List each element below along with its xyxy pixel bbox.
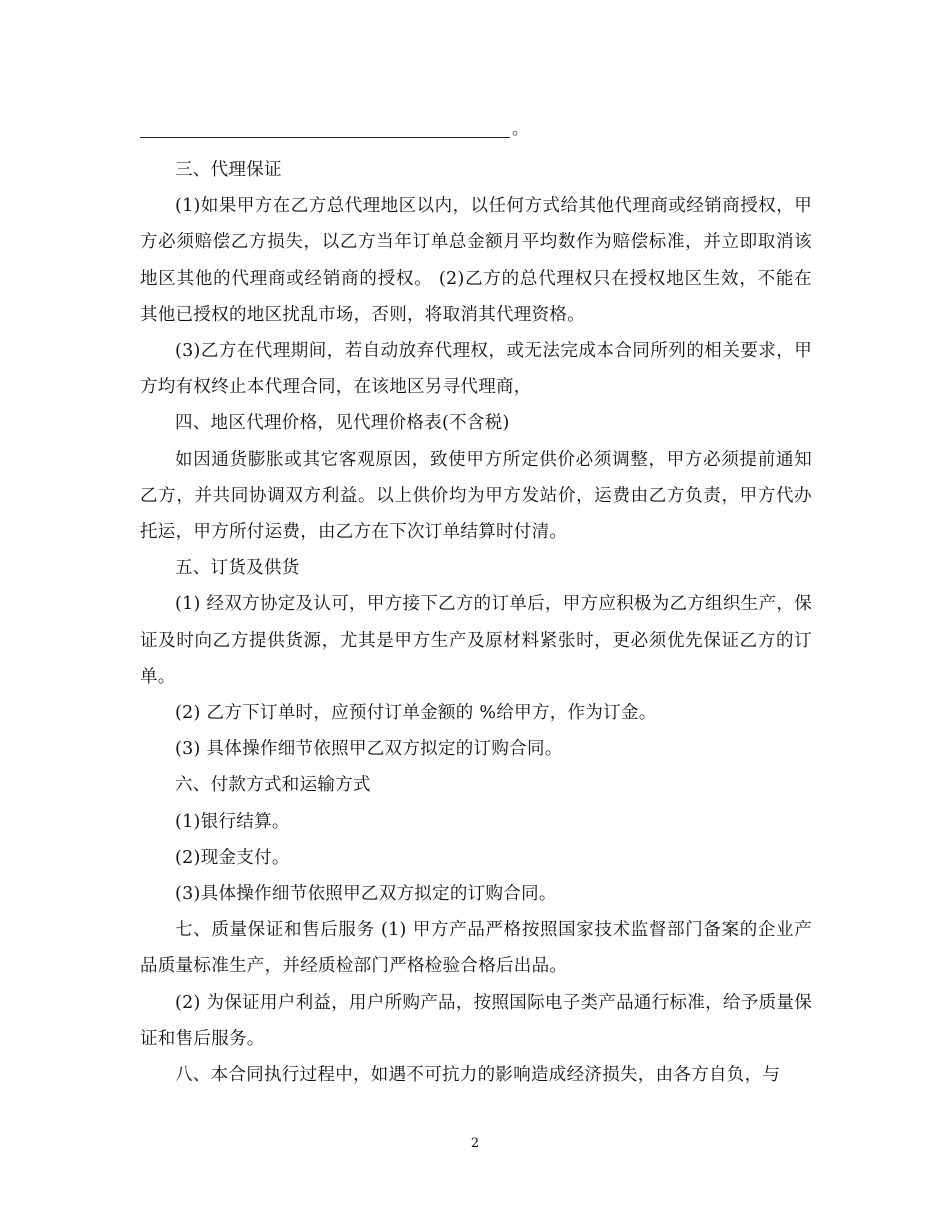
section-heading-6: 六、付款方式和运输方式 — [175, 775, 371, 796]
section-heading-7: 七、质量保证和售后服务 (1) 甲方产品严格按照国家技术监督部门备案的企业产品质量标准生产，并经质检部门严格检验合格后出品。 — [140, 920, 812, 977]
document-body — [140, 152, 812, 1093]
section-heading-4: 四、地区代理价格，见代理价格表(不含税) — [175, 413, 510, 434]
paragraph: (3) 具体操作细节依照甲乙双方拟定的订购合同。 — [175, 739, 563, 760]
paragraph: (3)具体操作细节依照甲乙双方拟定的订购合同。 — [175, 884, 557, 905]
paragraph: (1)银行结算。 — [175, 811, 290, 832]
section-heading-8: 八、本合同执行过程中，如遇不可抗力的影响造成经济损失，由各方自负，与 — [175, 1065, 781, 1086]
paragraph: (2)现金支付。 — [175, 847, 290, 868]
underline-blank — [140, 137, 510, 138]
paragraph: (3)乙方在代理期间，若自动放弃代理权，或无法完成本合同所列的相关要求，甲方均有权终止本代理合同，在该地区另寻代理商， — [140, 341, 812, 398]
paragraph: (1)如果甲方在乙方总代理地区以内，以任何方式给其他代理商或经销商授权，甲方必须赔偿乙方损失，以乙方当年订单总金额月平均数作为赔偿标准，并立即取消该地区其他的代理商或经销商的授权。 (2)乙方的总代理权只在授权地区生效，不能在其他已授权的地区扰乱市场，否则，将取消其代理资格。 — [140, 196, 812, 325]
section-heading-5: 五、订货及供货 — [175, 558, 300, 579]
blank-line-period: 。 — [512, 119, 529, 138]
paragraph: (2) 乙方下订单时，应预付订单金额的 %给甲方，作为订金。 — [175, 703, 657, 724]
paragraph: (1) 经双方协定及认可，甲方接下乙方的订单后，甲方应积极为乙方组织生产，保证及时向乙方提供货源，尤其是甲方生产及原材料紧张时，更必须优先保证乙方的订单。 — [140, 594, 812, 687]
section-heading-3: 三、代理保证 — [175, 160, 282, 180]
page-number: 2 — [470, 1136, 480, 1151]
paragraph: 如因通货膨胀或其它客观原因，致使甲方所定供价必须调整，甲方必须提前通知乙方，并共同协调双方利益。以上供价均为甲方发站价，运费由乙方负责，甲方代办托运，甲方所付运费，由乙方在下次订单结算时付清。 — [140, 449, 812, 543]
blank-fill-line — [140, 117, 540, 141]
paragraph: (2) 为保证用户利益，用户所购产品，按照国际电子类产品通行标准，给予质量保证和售后服务。 — [140, 992, 812, 1049]
